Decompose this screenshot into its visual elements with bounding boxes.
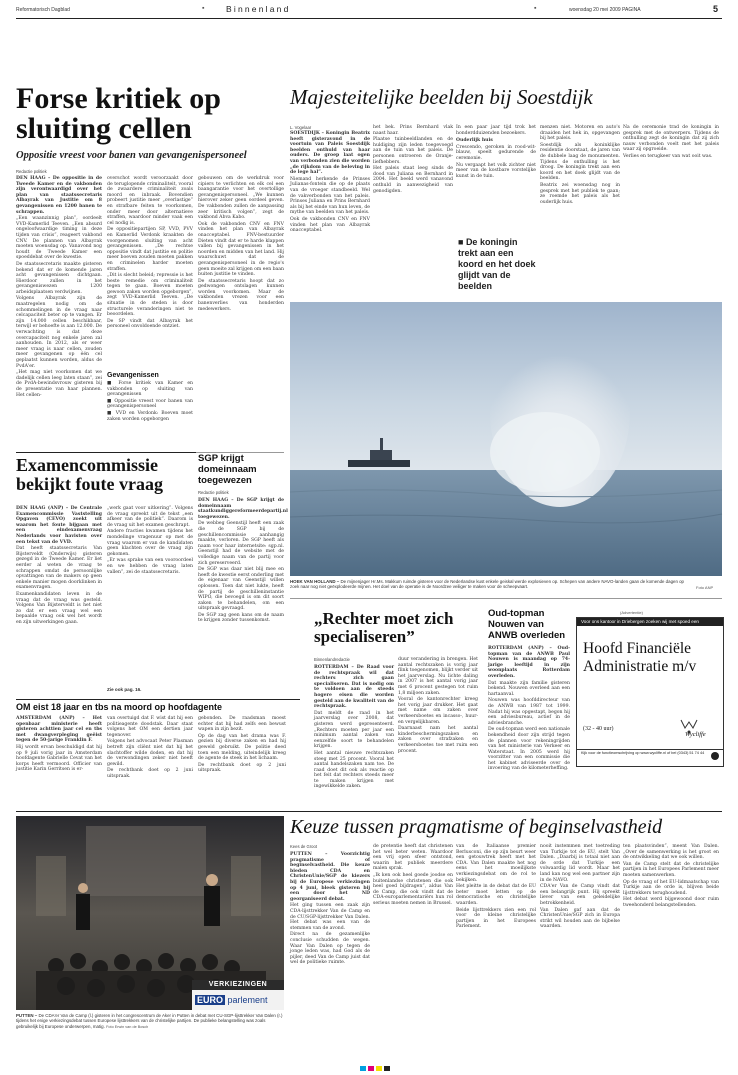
ad-banner: Voor ons kantoor in Driebergen zoeken wij met spoed een — [577, 618, 723, 626]
a2-paragraph: Het paleis staat leeg sinds de dood van Juliana en Bernhard in 2004. Het beeld werd vanavond onthuld in aanwezigheid van genodigden. — [373, 166, 453, 194]
a1-paragraph: De SP vindt dat Albayrak het personeel onvoldoende ontziet. — [107, 318, 193, 330]
a7-lead: AMSTERDAM (ANP) – Het openbaar ministerie heeft gisteren achttien jaar cel en tbs met dwangverpleging geëist tegen de 50-jarige Franklin F. — [16, 716, 102, 744]
a2-column-1 — [290, 131, 370, 299]
elections-banner-bottom — [192, 990, 284, 1010]
ad-footer[interactable]: Kijk voor de functieomschrijving op www.wycliffe.nl of bel (0343) 51 74 44 — [577, 749, 723, 766]
fact-box-heading: Gevangenissen — [107, 372, 159, 379]
a3-paragraph: „Er was sprake van een vooroordeel en we hebben de vraag laten vallen”, zei de staatssecretaris. — [107, 558, 193, 575]
page-number: 5 — [713, 4, 719, 14]
a8-column-4 — [540, 844, 620, 1052]
a3-column-1 — [16, 506, 102, 694]
a4-paragraph: De SGP was daar niet blij mee en heeft de kwestie eerst onderling met de eigenaar van Geenstijl willen oplossen. Toen dat niet lukte, heeft de partij de geschilleninstantie WIPO, die bevoegd is om dit soort zaken te behandelen, om een uitspraak gevraagd. — [198, 567, 284, 612]
bullet-icon: ■ — [107, 381, 119, 386]
a6-paragraph: Dat maakte zijn familie gisteren bekend. Nouwen overleed aan een hartaanval. — [488, 680, 570, 697]
section-ornament-right: ▪ — [534, 5, 537, 12]
a8-paragraph: Het pleitte in de debat dat de EU beter moet letten op de democratische en christelijke waarden. — [456, 884, 536, 906]
a1-paragraph: „Het mag niet voorkomen dat we dadelijk cellen leeg laten staan”, zei de PvdA-bewindsvrouw gisteren bij de presentatie van haar plannen. Het cellen- — [16, 370, 102, 398]
logo-text: Wycliffe — [685, 731, 706, 738]
a4-paragraph: De webbeg Geenstijl heeft een zaak die de SGP bij de geschillencommissie aanhangig maakte, verloren. De SGP heeft als naam voor haar internetsite: sgp.nl. Geenstijl had de website met de volledige naam van de partij voor zich gereserveerd. — [198, 521, 284, 566]
wycliffe-logo — [673, 718, 719, 742]
a8-column-2 — [373, 844, 453, 1052]
a2-column-3 — [456, 125, 536, 233]
a2-column-2 — [373, 125, 453, 299]
byline: Redactie politiek — [198, 490, 229, 495]
a7-paragraph: Hij wordt ervan beschuldigd dat hij op 9 juli vorig jaar in Amsterdam hoofdagente Gabrielle Cevat van het korps heeft vermoord. Officier van justitie Karin Gerritsen is er- — [16, 744, 102, 773]
banner-parlement: parlement — [227, 995, 268, 1005]
article-title: Oud-topman Nouwen van ANWB overleden — [488, 608, 566, 641]
a5-paragraph: duur verandering in brengen. Het aantal rechtszaken is vorig jaar flink toegenomen, blijkt verder uit het jaarverslag. Nu lichte daling in 2007 is het aantal vorig jaar met 6 procent gestegen tot ruim 1,8 miljoen zaken. — [398, 657, 478, 696]
a2-paragraph: het bek. Prins Bernhard vlak naast haar. — [373, 125, 453, 136]
a2-paragraph: Nu vergaapt het volk zichter niet meer van de kostbare vorstelijke kunst in de tuin. — [456, 162, 536, 179]
a8-paragraph: de pretentie heeft dat christenen het wel beter weten. Waardoor een vrij open sfeer ontstond, waarin het publiek meerdere malen sprak. — [373, 844, 453, 872]
divider — [290, 598, 722, 599]
a2-paragraph: In een paar jaar tijd trok het honderdduizenden bezoekers. — [456, 125, 536, 136]
divider — [16, 699, 300, 700]
ad-hours: (32 - 40 uur) — [583, 726, 614, 732]
divider — [16, 811, 722, 812]
a7-paragraph: gebonden. De raadsman moest echter dat hij had zelfs een bewust wapen in zijn bezit. — [198, 716, 286, 733]
bullet-item: ■ Oppositie vreest voor banen van gevangenispersoneel — [107, 398, 193, 410]
a2-paragraph: Niemand herkende de Prinses Julianas-fontein die op de plaats van de vroeger standbeeld. Wel de vakverbonden van het paleis. Prinses Juliana en Prins Bernhard als bij het einde van hun leven, de mythe van beelden van het paleis. — [290, 176, 370, 216]
a8-paragraph: nooit instemmen met toetreding van Turkije tot de EU, stelt Van Dalen. „Daarbij is totaal niet aan de orde dat Turkije een volwaardig lid wordt. Maar het land kan nog wel een partner zijn in de NAVO. — [540, 844, 620, 883]
a6-paragraph: De oud-topman werd een nationale bekendheid door zijn strijd tegen de plannen voor rekeningrijden van het ministerie van Verkeer en Waterstaat. In 2005 werd hij voorzitter van een commissie die het kabinet adviseerde over de invoering van de kilometerheffing. — [488, 727, 570, 772]
debate-photo — [16, 816, 284, 1010]
a8-paragraph: Het debat werd bijgewoond door ruim tweehonderd belangstellenden. — [623, 897, 719, 908]
a6-lead: ROTTERDAM (ANP) – Oud-topman van de ANWB Paul Nouwen is maandag op 74-jarige leeftijd in zijn woonplaats Rotterdam overleden. — [488, 646, 570, 679]
a3-lead: DEN HAAG (ANP) – De Centrale Examencommissie Vaststelling Opgaven (CEVO) zoekt uit waarom het foute bijgaan met een eindexamenvraag Nederlands voor havisten over een tekst van de VVD. — [16, 506, 102, 545]
a1-paragraph: De staatssecretaris hoopt dat zo gedwongen ontslagen kunnen worden voorkomen. Maar de vakbonden vrezen voor een banenverlies van honderden medewerkers. — [198, 278, 284, 312]
elections-banner-top: VERKIEZINGEN — [192, 980, 284, 990]
article-title: „Rechter moet zich specialiseren” — [314, 609, 454, 646]
byline: Binnenlandredactie — [314, 657, 350, 662]
a1-column-1 — [16, 176, 102, 448]
a3-paragraph: Examenkandidaten leven in de vraag dat de vraag was gesteld. Volgens Van Bijsterveldt is het niet zo dat er een vraag wel een bepaalde vraag ook wel het wordt en zijn uitwerkingen gaan. — [16, 591, 102, 625]
byline: Kees de Groot — [290, 844, 318, 849]
a7-column-1 — [16, 716, 102, 808]
a1-paragraph: De oppositiepartijen SP, VVD, PVV en Kamerlid Verdonk kraakten de voorgenomen sluiting van acht gevangenissen. „De rechtse oppositie vindt dat justitie en politie meer boeven zouden moeten pakken en criminelen harder moeten straffen. — [107, 227, 193, 272]
a7-paragraph: De rechtbank doet op 2 juni uitspraak. — [198, 762, 286, 774]
photo-credit: Foto ANP — [696, 585, 714, 590]
a3-paragraph: Andere fracties kwamen tijdens het mondelinge vragenuur op met de vraag waarom er van de kandidaten geen klachten over de vraag zijn gekomen. — [107, 529, 193, 557]
byline: L. Vogelaar — [290, 125, 312, 130]
a3-paragraph: Dat heeft staatssecretaris Van Bijsterveldt (Onderwijs) gisteren gezegd in de Tweede Kamer. Er liet eerder al weten de vraag te schrappen omdat de persoonlijke opvattingen van de makers op geen enkele manier mogen doorklinken in examenvragen. — [16, 546, 102, 591]
a8-paragraph: ten plaatsvinden”, meent Van Dalen. „Over de samenwerking is het groot en de ontwikkeling dat we ook willen. — [623, 844, 719, 861]
photo-caption-location: HOEK VAN HOLLAND – — [290, 579, 340, 584]
a8-paragraph: Direct na de gezamenlijke conclusie schudden de wegen. Waar Van Dalen op tegen de jonge leden was, had God als de pijler, deed Van de Camp juist dat wel de politieke ruimte. — [290, 932, 370, 966]
elections-banner — [192, 980, 284, 1010]
article-title: Keuze tussen pragmatisme of beginselvastheid — [290, 816, 663, 838]
date-page: woensdag 20 mei 2009 PAGINA — [569, 7, 641, 13]
article-subtitle: Oppositie vreest voor banen van gevangenispersoneel — [16, 150, 247, 161]
a1-paragraph: „Dit is slecht beleid; repressie is het beste remedie om criminaliteit tegen te gaan. Boeven moeten gewoon zaken worden opgeborgen”, zegt VVD-Kamerlid Teeven. „De situatie in de steden is door structurele veranderingen niet te beoordelen. — [107, 273, 193, 318]
byline: Redactie politiek — [16, 169, 47, 174]
a8-paragraph: van de Italiaanse premier Berlusconi, die op zijn beurt weer een getouwtrek heeft met het CDA. Van Dalen maakte het nog eens het moeilijkste verkiezingsdebat om de rol te bekijken. — [456, 844, 536, 883]
a6-paragraph: Nouwen was hoofddirecteur van de ANWB van 1987 tot 1999. Nadat hij was opgestapt, begon hij een adviesbureau, actief in de adviesbranche. — [488, 698, 570, 726]
a7-column-2 — [107, 716, 193, 808]
a1-paragraph: Ook de vakbonden CNV en FNV vinden het plan van Albayrak onacceptabel. FNV-bestuurder Dieten vindt dat er te harde klappen vallen bij gevangenissen in het noorden en midden van het land. Hij waarschuwt dat de gevangenispersoneel in de regio's geen moeite zal krijgen om een baan buiten justitie te vinden. — [198, 221, 284, 278]
a8-column-3 — [456, 844, 536, 1052]
a2-paragraph: Beatrix zei woensdag nog in gesprek met het publiek te gaan; ze roemde het paleis als het ouderlijk huis. — [540, 182, 620, 205]
photo-caption: PUTTEN – De CDA'er Van de Camp (l.) gisteren in het congrescentrum de Aker in Putten in debat met CU-SGP-lijsttrekker Van Dalen (r.) tijdens het enige verkiezingsdebat tussen Europese lijsttrekkers van de christelijke partijen. De publieke belangstelling was zoals gebruikelijk bij Europese onderwerpen, matig. Foto Erwin van de Bosch — [16, 1013, 283, 1029]
a2-lead: SOESTDIJK – Koningin Beatrix heeft gisteravond in de voortuin van Paleis Soestdijk beelden onthuld van haar ouders. De groep laat ogen van verbonden zien die worden „de rijkdom van de beleving in de lege hal”. — [290, 131, 370, 176]
a5-paragraph: Dat meldt de raad in het jaarverslag over 2008, dat gisteren werd gepresenteerd. „Rechters moeten per jaar een minimum aantal zaken van eenzelfde soort te behandelen krijgen. — [314, 710, 394, 750]
advertisement[interactable] — [576, 617, 724, 767]
a8-paragraph: „Ik ken ook heel goede joodse en buitenlandse christenen die ook heel goed bijdragen”, aldus Van de Camp, die ook vindt dat de CDA-europarlementariërs hun rol serieus moeten nemen in Brussel. — [373, 872, 453, 906]
a8-paragraph: Van Dalen gaf aan dat de ChristenUnie/SGP zich in Europa strikt wil houden aan de bijbelse waarden. — [540, 907, 620, 930]
wycliffe-logo-icon — [673, 718, 719, 742]
bullet-icon: ■ — [107, 398, 115, 404]
article-title: Majesteitelijke beelden bij Soestdijk — [290, 85, 593, 109]
a8-lead: PUTTEN – Voorzichtig pragmatisme of beginselvastheid. Die keuze bieden CDA en ChristenUnie/SGP de kiezers bij de Europese verkiezingen op 4 juni, bleek gisteren bij een door het ND georganiseerd debat. — [290, 852, 370, 902]
a4-paragraph: De SGP zag geen kans om de naam te krijgen zonder tussenkomst. — [198, 612, 284, 624]
a6-column — [488, 646, 570, 772]
ad-job-title: Hoofd Financiële Administratie m/v — [583, 640, 697, 675]
pull-quote: ■ De koningin trekt aan een koord en het doek glijdt van de beelden — [458, 237, 536, 291]
a4-lead: DEN HAAG – De SGP krijgt de domeinnaam staatkundiggereformeerdepartij.nl toegewezen. — [198, 498, 288, 520]
a8-paragraph: CDA'er Van de Camp vindt dat een belangrijk punt. Hij spreekt liever van een geleidelijke betrokkenheid. — [540, 884, 620, 906]
wycliffe-round-icon — [711, 752, 719, 760]
photo-caption: HOEK VAN HOLLAND – De mijnenjager Hr.Ms. Makkum ruimde gisteren voor de Nederlandse kust enkele geiskal werde explosieven op. Schepen van andere NAVO-landen gaan de komende dagen op zoek naar nog niet geëxplodeerde mijnen. Het doel van de operatie is de Noordzee veiliger te maken voor de scheepvaart. — [290, 579, 684, 590]
bullet-icon: ■ — [107, 410, 116, 416]
bullet-item: ■ VVD en Verdonk: Boeven moet zaken worden opgeborgen — [107, 410, 193, 422]
article-title: Forse kritiek op sluiting cellen — [16, 82, 221, 145]
a2-paragraph: Plaatse tuinbeeldlanden en de huldiging zijn leden toegevoegd aan de tuin van het paleis. De personen ontroeren de Oranje-liefhebbers. — [373, 137, 453, 165]
section-title: Binnenland — [226, 4, 291, 14]
a1-column-2 — [107, 176, 193, 368]
photo-caption-location: PUTTEN – — [16, 1013, 38, 1018]
article-title: OM eist 18 jaar en tbs na moord op hoofdagente — [16, 702, 223, 712]
pull-quote-square-icon: ■ — [458, 237, 466, 247]
a2-paragraph: Ook de vakbonden CNV en FNV vinden het plan van Albayrak onacceptabel. — [290, 216, 370, 234]
see-also-note: Zie ook pag. 16. — [107, 687, 142, 692]
photo-credit: Foto Erwin van de Bosch — [106, 1024, 149, 1029]
registration-marks — [360, 1056, 420, 1062]
ship-explosion-image — [290, 302, 722, 576]
a2-subheading: Ouderlijk huis — [456, 138, 493, 144]
ad-label: (Advertentie) — [620, 610, 643, 615]
a2-column-4 — [540, 125, 620, 299]
article-title: SGP krijgt domeinnaam toegewezen — [198, 453, 257, 486]
a8-paragraph: Op de vraag of het EU-lidmaatschap van Turkije aan de orde is, blijven beide lijsttrekkers terughoudend. — [623, 879, 719, 896]
ship-photo — [290, 302, 722, 576]
masthead — [16, 4, 722, 16]
fact-box-list — [107, 381, 193, 441]
section-ornament: ▪ — [202, 5, 205, 12]
a7-paragraph: van overtuigd dat F. wist dat hij een politieagente doodstak. Daar staat volgens het OM een dertien jaar tegenover. — [107, 716, 193, 738]
a3-column-2 — [107, 506, 193, 686]
a1-paragraph: „Een waanzinnig plan”, oordeelt VVD-Kamerlid Teeven. „Een absurd ongeloofwaardige timing in deze tijden van crisis”, reageert vakbond CNV. De plannen van Albayrak moeten woensdag op. Vanavond nog houdt de Tweede Kamer een spoeddebat over de kwestie. — [16, 216, 102, 261]
a1-paragraph: De staatssecretaris maakte gisteren bekend dat er de komende jaren acht gevangenissen dichtgaan. Hierdoor zullen in het gevangeniswezen 1200 arbeidsplaatsen verdwijnen. — [16, 261, 102, 295]
a3-paragraph: „werk gaat voor uitkering”. Volgens de vraag spreekt uit de tekst „een afkeer van de politiek”. Daarom is de vraag uit het examen geschrapt. — [107, 506, 193, 528]
a7-paragraph: Op de dag van het drama was F. gezien bij diverse zaken en had hij geweld gebruikt. De politie deed toen een melding, uiteindelijk kreeg de agente de steek in het lichaam. — [198, 733, 286, 762]
a2-column-5 — [623, 125, 719, 299]
paper-name: Reformatorisch Dagblad — [16, 7, 70, 13]
a8-column-1 — [290, 852, 370, 1052]
fact-box — [107, 372, 193, 448]
a1-column-3 — [198, 176, 284, 448]
a5-column-1 — [314, 665, 394, 790]
header-rule — [16, 18, 722, 19]
a1-paragraph: overschot wordt veroorzaakt door de teruglopende criminaliteit, vooral de zwaardere criminaliteit zoals moord en inbraak. Bovendien probeert justitie meer „overlastige” en strafbare feiten te voorkomen, onder meer door alternatieve straffen, waardoor minder vaak een cel nodig is. — [107, 176, 193, 226]
article-title: Examencommissie bekijkt foute vraag — [16, 455, 163, 494]
banner-euro: EURO — [197, 995, 224, 1005]
a2-paragraph: Soestdijk als koninklijke residentie doorstaat, de jaren van de dubbele laag de monumenten. Tijdens de onthulling is het droog. De koningin trekt aan een koord en het doek glijdt van de beelden. — [540, 142, 620, 182]
a1-paragraph: Volgens Albayrak zijn de maatregelen nodig om de schommelingen in de vraag naar celcapaciteit beter op te vangen. Er zijn 14.000 cellen beschikbaar, terwijl er behoefte is aan 12.000. De verwachting is dat deze overcapaciteit nog enkele jaren zal aanhouden. In 2012, als er weer meer vraag is naar cellen, zouden meer gevangenen op één cel geplaatst kunnen worden, aldus de PvdA'er. — [16, 296, 102, 369]
a7-column-3 — [198, 716, 286, 808]
a5-column-2 — [398, 657, 478, 765]
a5-lead: ROTTERDAM – De Raad voor de rechtspraak wil dat rechters zich gaan specialiseren. Dat is nodig om te voldoen aan de steeds hogere eisen die worden gesteld aan de kwaliteit van de rechtspraak. — [314, 665, 394, 710]
a8-paragraph: Het ging tussen een zaak zijn CDA-lijsttrekker Van de Camp en de CU/SGP-lijsttrekker Van Dalen. Het debat was een van de stemmen van de avond. — [290, 903, 370, 931]
a8-paragraph: Beide lijsttrekkers zien een rol voor de kleine christelijke partijen in het Europees Parlement. — [456, 907, 536, 930]
a2-paragraph: Verlies en terugkeer van wat ooit was. — [623, 153, 713, 159]
a4-column — [198, 498, 288, 694]
a8-paragraph: Van de Camp stelt dat de christelijke partijen in het Europees Parlement meer moeten samenwerken. — [623, 861, 719, 878]
a7-paragraph: De rechtbank doet op 2 juni uitspraak. — [107, 768, 193, 779]
a7-paragraph: Volgens het advocaat Peter Plasman betreft zijn cliënt niet dat hij het slachtoffer wilde doden, en dat hij de verwondingen zeker niet heeft gewild. — [107, 739, 193, 767]
bullet-item: ■ Forse kritiek van Kamer en vakbonden op sluiting van gevangenissen — [107, 381, 193, 398]
a1-lead: DEN HAAG – De oppositie in de Tweede Kamer en de vakbonden zijn verontwaardigd over het plan van staatssecretaris Albayrak van Justitie om 8 gevangenissen en 1200 banen te schrappen. — [16, 176, 102, 215]
a1-paragraph: gebouwen om de werkdruk voor cipiers te verlichten en elk cel een baangarantie voor het overtollige gevangenispersoneel. „We kunnen hierover zeker geen oordeel geven. De vakbonden zullen de aanpassing zeer kritisch volgen”, zegt de vakbond Abva Kabo. — [198, 176, 284, 221]
a5-paragraph: Het aantal nieuwe rechtszaken steeg met 25 procent. Vooral het aantal handelszaken nam toe. De raad doet dit ook als reactie op het feit dat rechters steeds meer te maken krijgen met ingewikkelde zaken. — [314, 750, 394, 790]
a5-paragraph: Vooral de kantonrechter kreeg het vorig jaar drukker. Het gaat met name om zaken over verkeersboetes en incasso-, huur- en vergelijkbaren. — [398, 697, 478, 725]
a2-paragraph: Na de ceremonie trad de koningin in gesprek met de ontwerpers. Tijdens de onthulling zegt de koningin dat zij zich nauw verbonden voelt met het paleis waar zij opgroeide. — [623, 125, 719, 153]
a2-paragraph: menzen niet. Motoren en auto's draaiden het hek in, opgevangen bij het paleis. — [540, 125, 620, 142]
a5-paragraph: Daarnaast nam het aantal kinderbeschermingszaken en zaken over strafzaken en verkeersboetes toe met ruim een procent. — [398, 726, 478, 754]
a8-column-5 — [623, 844, 719, 1052]
a2-paragraph: Crescendo, geroken in rood-wit-blauw, speelt gedurende de ceremonie. — [456, 144, 536, 161]
